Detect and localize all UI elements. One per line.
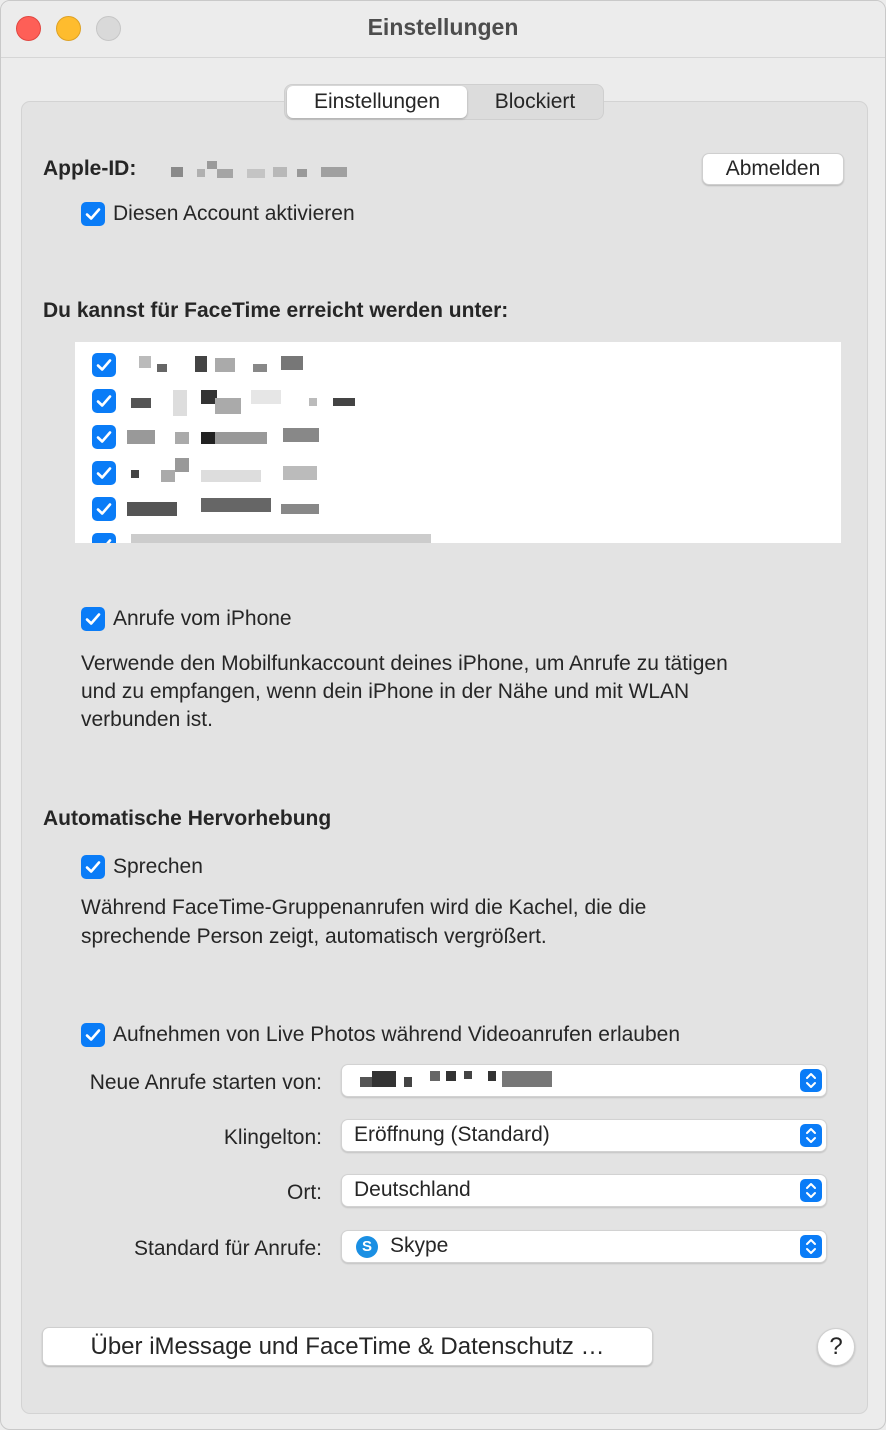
apple-id-label: Apple-ID: [43, 157, 137, 180]
apple-id-value-redacted [169, 159, 359, 181]
default-calls-select[interactable] [341, 1230, 827, 1263]
checkmark-icon [84, 205, 102, 223]
ringtone-label: Klingelton: [223, 1126, 322, 1149]
enable-account-checkbox[interactable] [81, 202, 105, 226]
sign-out-button[interactable]: Abmelden [702, 153, 844, 185]
start-calls-select[interactable] [341, 1064, 827, 1097]
chevron-updown-icon [800, 1124, 822, 1147]
list-item[interactable] [75, 454, 841, 490]
speaking-description-line-1: Während FaceTime-Gruppenanrufen wird die Kachel, die die [81, 896, 647, 919]
tab-einstellungen[interactable]: Einstellungen [287, 86, 467, 118]
checkmark-icon [84, 1026, 102, 1044]
tab-bar [284, 84, 604, 120]
checkmark-icon [95, 428, 113, 446]
iphone-calls-checkbox[interactable] [81, 607, 105, 631]
address-checkbox[interactable] [92, 497, 116, 521]
speaking-description-line-2: sprechende Person zeigt, automatisch vergrößert. [81, 925, 547, 948]
live-photos-label: Aufnehmen von Live Photos während Videoanrufen erlauben [113, 1023, 681, 1046]
list-item[interactable] [75, 382, 841, 418]
iphone-calls-label: Anrufe vom iPhone [113, 607, 292, 630]
location-label: Ort: [287, 1181, 322, 1204]
address-checkbox[interactable] [92, 425, 116, 449]
checkmark-icon [84, 610, 102, 628]
list-item[interactable] [75, 418, 841, 454]
iphone-calls-description-line-2: und zu empfangen, wenn dein iPhone in der Nähe und mit WLAN [81, 680, 690, 703]
speaking-checkbox[interactable] [81, 855, 105, 879]
chevron-updown-icon [800, 1069, 822, 1092]
default-calls-label: Standard für Anrufe: [134, 1237, 322, 1260]
tab-blockiert[interactable]: Blockiert [494, 90, 576, 113]
enable-account-label: Diesen Account aktivieren [113, 202, 355, 225]
highlight-heading: Automatische Hervorhebung [43, 807, 332, 830]
live-photos-checkbox[interactable] [81, 1023, 105, 1047]
checkmark-icon [95, 500, 113, 518]
location-value: Deutschland [354, 1178, 471, 1201]
checkmark-icon [95, 536, 113, 543]
checkmark-icon [95, 356, 113, 374]
location-select[interactable] [341, 1174, 827, 1207]
help-button[interactable]: ? [817, 1328, 855, 1366]
speaking-label: Sprechen [113, 855, 203, 878]
checkmark-icon [95, 464, 113, 482]
address-list[interactable] [75, 342, 841, 543]
chevron-updown-icon [800, 1179, 822, 1202]
iphone-calls-description-line-1: Verwende den Mobilfunkaccount deines iPhone, um Anrufe zu tätigen [81, 652, 728, 675]
title-bar [1, 1, 885, 58]
list-item[interactable] [75, 346, 841, 382]
start-calls-label: Neue Anrufe starten von: [89, 1071, 322, 1094]
checkmark-icon [84, 858, 102, 876]
privacy-button[interactable]: Über iMessage und FaceTime & Datenschutz … [42, 1327, 653, 1366]
address-checkbox[interactable] [92, 533, 116, 543]
checkmark-icon [95, 392, 113, 410]
address-checkbox[interactable] [92, 461, 116, 485]
chevron-updown-icon [800, 1235, 822, 1258]
settings-panel [21, 101, 868, 1414]
iphone-calls-description-line-3: verbunden ist. [81, 708, 213, 731]
address-checkbox[interactable] [92, 389, 116, 413]
ringtone-value: Eröffnung (Standard) [354, 1123, 550, 1146]
window-title: Einstellungen [367, 14, 519, 40]
list-item[interactable] [75, 526, 841, 543]
list-item[interactable] [75, 490, 841, 526]
ringtone-select[interactable] [341, 1119, 827, 1152]
skype-icon: S [356, 1236, 378, 1258]
address-checkbox[interactable] [92, 353, 116, 377]
reachable-heading: Du kannst für FaceTime erreicht werden unter: [43, 299, 509, 322]
default-calls-value: Skype [390, 1234, 449, 1257]
